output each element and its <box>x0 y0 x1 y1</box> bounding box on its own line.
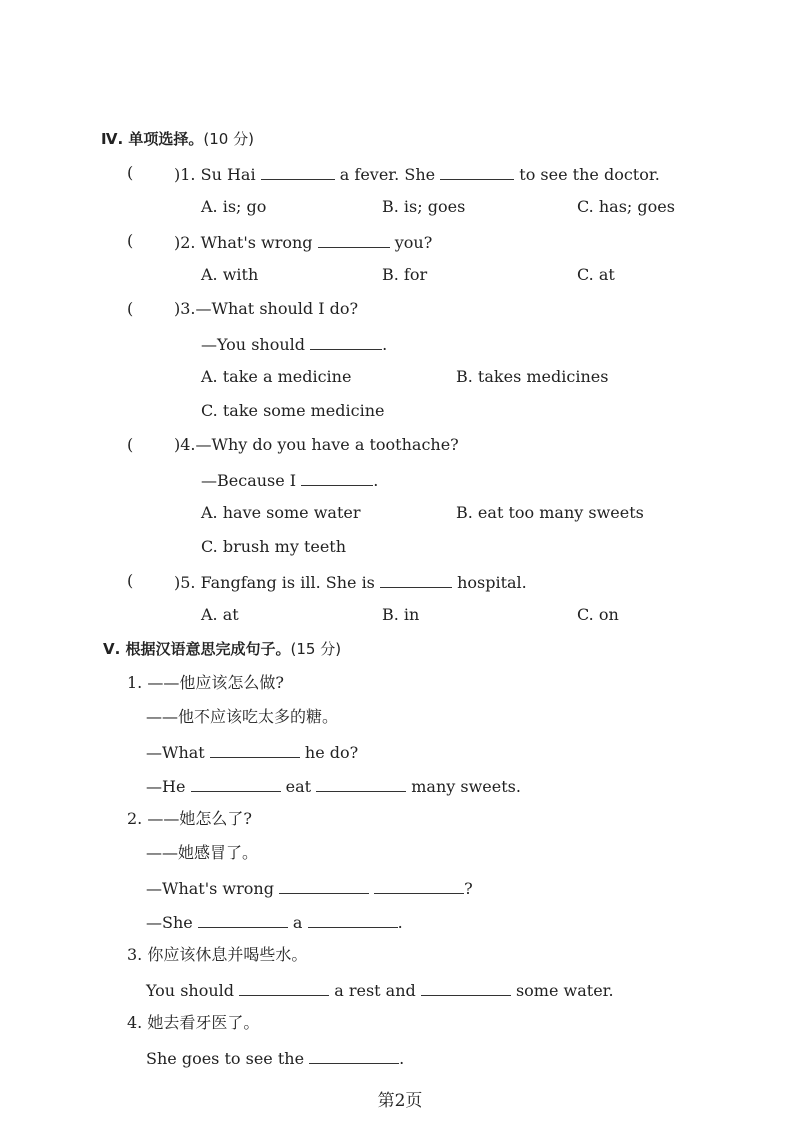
answer-paren-4[interactable]: ( <box>127 435 134 454</box>
item-4-en1-b: . <box>399 1049 405 1068</box>
item-2-english-1 <box>146 877 473 899</box>
item-2-en1-a: —What's wrong <box>146 879 274 898</box>
q1-blank-2[interactable] <box>440 163 514 180</box>
item-2-en1-b: ? <box>464 879 473 898</box>
item-1-en2-b: eat <box>285 777 312 796</box>
q1-option-b[interactable]: B. is; goes <box>382 197 466 216</box>
q5-stem-a: Fangfang is ill. She is <box>200 573 375 592</box>
item-4-blank[interactable] <box>309 1047 399 1064</box>
q4-option-b[interactable]: B. eat too many sweets <box>456 503 644 522</box>
section-5-title: Ⅴ. 根据汉语意思完成句子。 <box>103 640 291 658</box>
answer-paren-2[interactable]: ( <box>127 231 134 250</box>
section-4-title: Ⅳ. 单项选择。 <box>101 130 204 148</box>
question-1 <box>174 163 660 185</box>
item-2-blank-4[interactable] <box>308 911 398 928</box>
answer-paren-5[interactable]: ( <box>127 571 134 590</box>
item-3-chinese: 3. 你应该休息并喝些水。 <box>127 945 308 964</box>
q1-number: )1. <box>174 165 196 184</box>
q1-stem-b: a fever. She <box>339 165 436 184</box>
q5-option-b[interactable]: B. in <box>382 605 420 624</box>
q4-option-c[interactable]: C. brush my teeth <box>201 537 347 556</box>
item-4-english <box>146 1047 404 1069</box>
item-1-blank-2[interactable] <box>191 775 281 792</box>
q3-option-a[interactable]: A. take a medicine <box>201 367 352 386</box>
item-1-en2-a: —He <box>146 777 186 796</box>
q1-stem-c: to see the doctor. <box>519 165 660 184</box>
question-5 <box>174 571 527 593</box>
item-1-chinese-2: ——他不应该吃太多的糖。 <box>146 707 339 726</box>
q4-line-2: —Because I . <box>201 471 379 490</box>
q5-number: )5. <box>174 573 196 592</box>
item-2-blank-2[interactable] <box>374 877 464 894</box>
q2-blank[interactable] <box>318 231 390 248</box>
item-2-blank-3[interactable] <box>198 911 288 928</box>
answer-paren-3[interactable]: ( <box>127 299 134 318</box>
item-1-en2-c: many sweets. <box>411 777 521 796</box>
item-2-blank-1[interactable] <box>279 877 369 894</box>
q2-option-a[interactable]: A. with <box>201 265 259 284</box>
q3-option-b[interactable]: B. takes medicines <box>456 367 609 386</box>
item-1-english-2 <box>146 775 521 797</box>
q1-stem-a: Su Hai <box>200 165 256 184</box>
item-1-blank-3[interactable] <box>316 775 406 792</box>
item-2-en2-c: . <box>397 913 403 932</box>
q1-blank-1[interactable] <box>261 163 335 180</box>
section-5-heading <box>103 639 341 659</box>
q5-option-a[interactable]: A. at <box>201 605 239 624</box>
item-2-chinese-1: 2. ——她怎么了? <box>127 809 252 828</box>
section-4-points: (10 分) <box>203 130 254 148</box>
q2-option-c[interactable]: C. at <box>577 265 615 284</box>
q5-option-c[interactable]: C. on <box>577 605 619 624</box>
item-1-en1-a: —What <box>146 743 205 762</box>
q3-option-c[interactable]: C. take some medicine <box>201 401 385 420</box>
q2-number: )2. <box>174 233 196 252</box>
item-1-chinese-1: 1. ——他应该怎么做? <box>127 673 284 692</box>
question-3 <box>174 299 358 319</box>
q5-blank[interactable] <box>380 571 452 588</box>
item-2-english-2 <box>146 911 403 933</box>
question-4 <box>174 435 459 455</box>
q2-option-b[interactable]: B. for <box>382 265 428 284</box>
item-2-en2-b: a <box>292 913 303 932</box>
q2-stem-a: What's wrong <box>200 233 313 252</box>
q4-option-a[interactable]: A. have some water <box>201 503 361 522</box>
q3-number: )3. <box>174 299 196 318</box>
q5-stem-b: hospital. <box>457 573 527 592</box>
item-3-en1-a: You should <box>146 981 235 1000</box>
item-4-chinese: 4. 她去看牙医了。 <box>127 1013 260 1032</box>
item-2-chinese-2: ——她感冒了。 <box>146 843 259 862</box>
item-3-blank-2[interactable] <box>421 979 511 996</box>
q4-blank[interactable] <box>301 469 373 486</box>
item-2-en2-a: —She <box>146 913 193 932</box>
q2-stem-b: you? <box>394 233 433 252</box>
item-3-blank-1[interactable] <box>239 979 329 996</box>
section-5-points: (15 分) <box>290 640 342 658</box>
q3-stem-a: —What should I do? <box>195 299 359 318</box>
page-number: 第2页 <box>377 1091 423 1111</box>
q3-blank[interactable] <box>310 333 382 350</box>
item-3-en1-b: a rest and <box>334 981 416 1000</box>
q4-stem-a: —Why do you have a toothache? <box>195 435 459 454</box>
item-3-en1-c: some water. <box>515 981 614 1000</box>
item-1-en1-b: he do? <box>304 743 359 762</box>
answer-paren-1[interactable]: ( <box>127 163 134 182</box>
q4-number: )4. <box>174 435 196 454</box>
q3-line-2-text: —You should <box>201 335 306 354</box>
item-1-blank-1[interactable] <box>210 741 300 758</box>
question-2 <box>174 231 432 253</box>
item-3-english <box>146 979 614 1001</box>
q1-option-a[interactable]: A. is; go <box>201 197 267 216</box>
q4-line-2-text: —Because I <box>201 471 297 490</box>
q1-option-c[interactable]: C. has; goes <box>577 197 675 216</box>
item-4-en1-a: She goes to see the <box>146 1049 305 1068</box>
section-4-heading <box>101 129 254 149</box>
q3-line-2: —You should . <box>201 335 388 354</box>
item-1-english-1 <box>146 741 358 763</box>
